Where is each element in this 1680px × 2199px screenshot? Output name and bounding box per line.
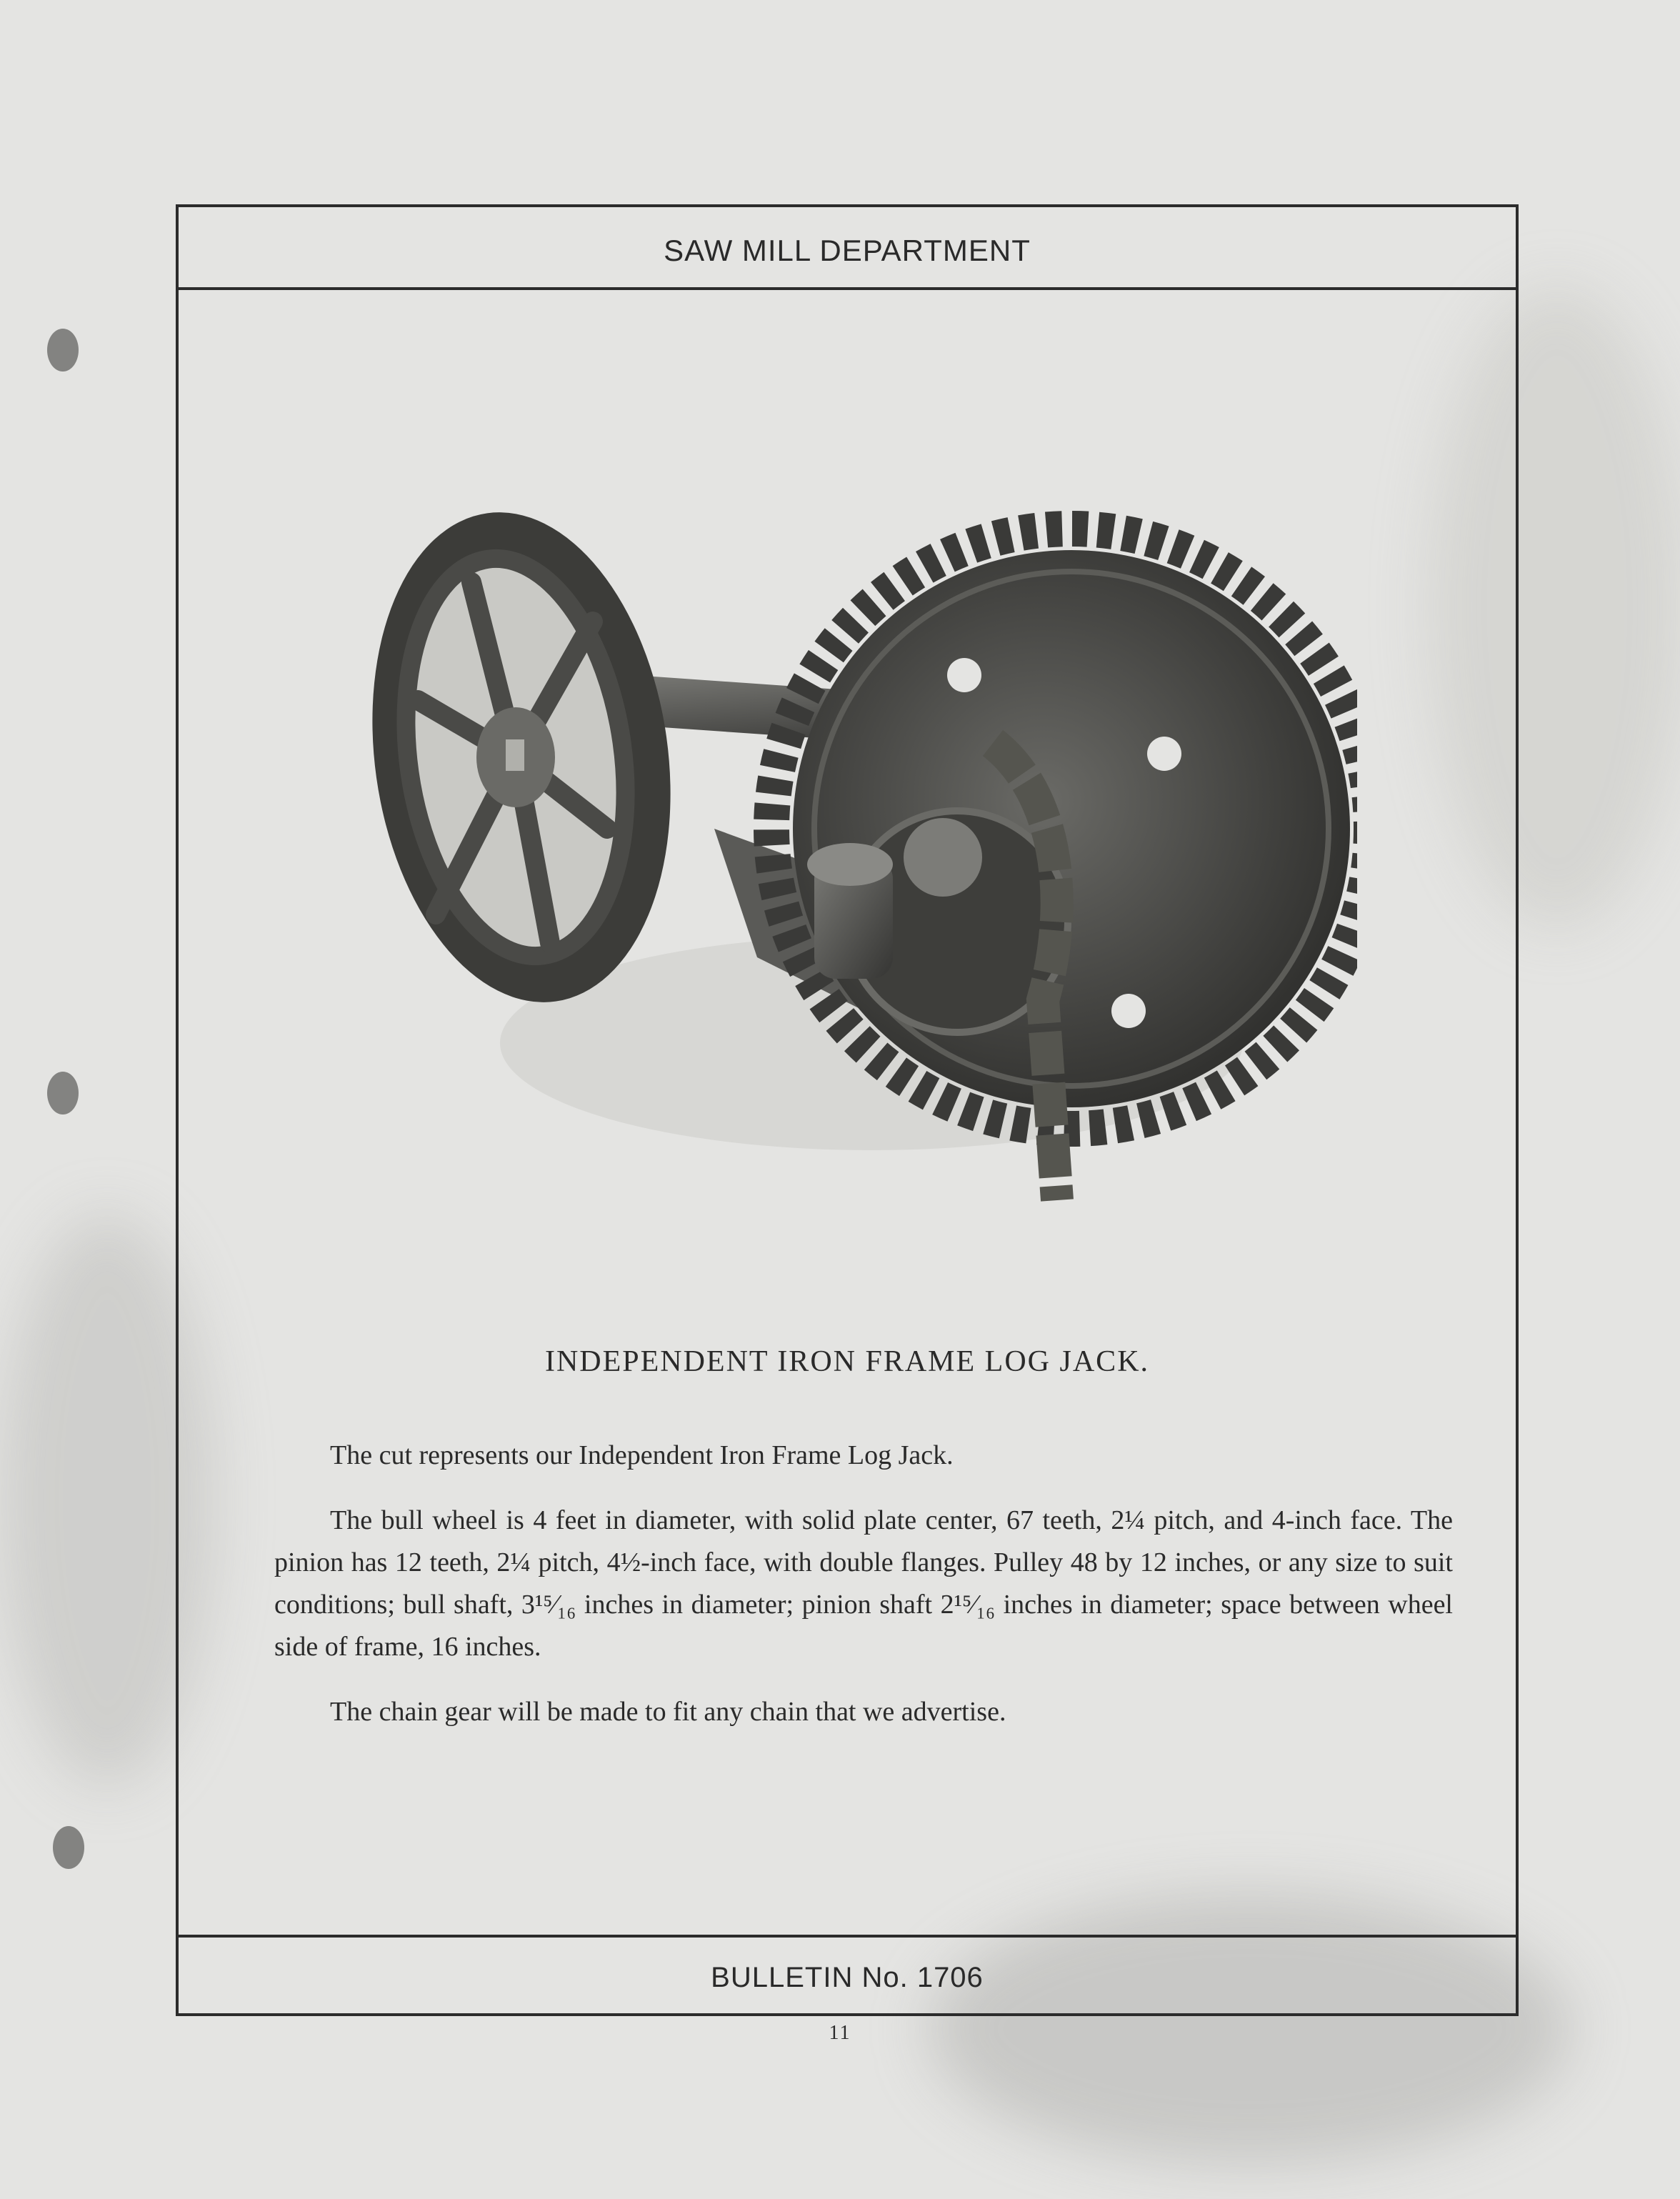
bulletin-number: BULLETIN No. 1706 [711, 1961, 984, 1993]
punch-hole [47, 329, 79, 372]
footer-band [179, 1935, 1516, 2013]
bull-wheel [771, 529, 1357, 1129]
log-jack-illustration [357, 457, 1357, 1272]
punch-hole [47, 1072, 79, 1115]
description-text [274, 1435, 1453, 1756]
paragraph: The chain gear will be made to fit any chain that we advertise. [330, 1697, 1006, 1727]
paragraph: The cut represents our Independent Iron Frame Log Jack. [330, 1440, 954, 1470]
department-title: SAW MILL DEPARTMENT [664, 234, 1031, 267]
illustration-caption: INDEPENDENT IRON FRAME LOG JACK. [544, 1345, 1150, 1378]
punch-hole [53, 1826, 84, 1869]
paragraph: The bull wheel is 4 feet in diameter, with solid plate center, 67 teeth, 2¼ pitch, and 4-inch face. The pinion has 12 teeth, 2¼ pitch, 4½-inch face, with double flanges. Pulley 48 by 12 inches, or any size to suit conditions; bull shaft, 3¹⁵⁄₁₆ inches in diameter; pinion shaft 2¹⁵⁄₁₆ inches in diameter; space between wheel side of frame, 16 inches. [274, 1505, 1453, 1662]
page-number: 11 [829, 2022, 851, 2044]
pulley-wheel [357, 493, 701, 1022]
header-band [179, 207, 1516, 290]
